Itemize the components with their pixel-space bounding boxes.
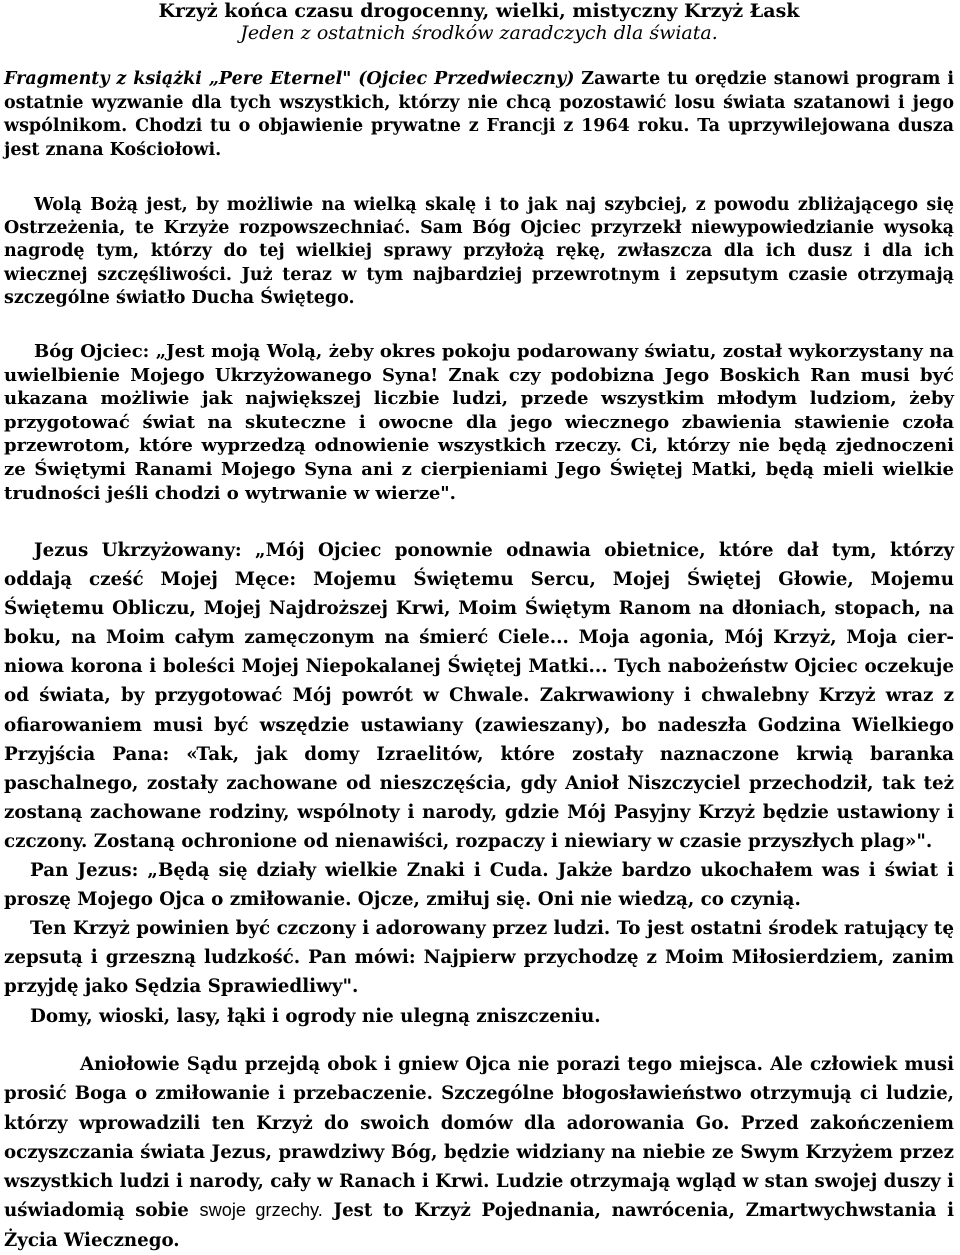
jesus-crucified-text: Jezus Ukrzyżowany: „Mój Ojciec ponownie odnawia obietnice, które dał tym, którzy oddają cześć Mojej Męce: Mojemu Świętemu Sercu, Mojej Świętej Głowie, Mojemu Świętemu Obliczu, Mojej Najdroższej Krwi, Moim Świętym Ranom na dłoniach, stopach, na boku, na Moim całym zamęczonym na śmierć Ciele... Moja agonia, Mój Krzyż, Moja cierniowa korona i boleści Mojej Niepokalanej Świętej Matki... Tych nabożeństw Ojciec oczekuje od świata, by przygotować Mój powrót w Chwale. Zakrwawiony i chwalebny Krzyż wraz z ofiarowaniem musi być wszędzie ustawiany (zawieszany), bo nadeszła Godzina Wielkiego Przyjścia Pana: «Tak, jak domy Izraelitów, które zostały naznaczone krwią baranka paschalnego, zostały zachowane od nieszczęścia, gdy Anioł Niszczyciel przechodził, tak też zostaną zachowane rodziny, wspólnoty i narody, gdzie Mój Pasyjny Krzyż będzie ustawiony i czczony. Zostaną ochronione od nienawiści, rozpaczy i niewiary w czasie przyszłych plag»".	[4, 540, 954, 852]
intro-paragraph	[4, 68, 954, 162]
document-page	[4, 0, 954, 1251]
paragraph-jesus-crucified	[4, 536, 954, 1031]
paragraph-will-of-god: Wolą Bożą jest, by możliwie na wielką skalę i to jak naj szybciej, z powodu zbliżającego się Ostrzeżenia, te Krzyże rozpowszechniać. Sam Bóg Ojciec przyrzekł niewypowiedzianie wysoką nagrodę tym, którzy do tej wielkiej sprawy przyłożą rękę, zwłaszcza dla ich dusz i dla ich wiecznej szczęśliwości. Już teraz w tym najbardziej przewrotnym i zepsutym czasie otrzymają szczególne światło Ducha Świętego.	[4, 195, 954, 308]
angels-text-before: Aniołowie Sądu przejdą obok i gniew Ojca nie porazi tego miejsca. Ale człowiek musi prosić Boga o zmiłowanie i przebaczenie. Szczególne błogosławieństwo otrzymują ci ludzie, którzy wprowadzili ten Krzyż do swoich domów dla adorowania Go. Przed zakończeniem oczyszczania świata Jezus, prawdziwy Bóg, będzie widziany na niebie ze Swym Krzyżem przez wszystkich ludzi i narody, cały w Ranach i Krwi. Ludzie otrzymają wgląd w stan swojej duszy i uświadomią sobie	[4, 1054, 954, 1222]
lord-jesus-text: Pan Jezus: „Będą się działy wielkie Znaki i Cuda. Jakże bardzo ukochałem was i świat i proszę Mojego Ojca o zmiłowanie. Ojcze, zmiłuj się. Oni nie wiedzą, co czynią.	[4, 860, 954, 911]
angels-text-thin: swoje grzechy.	[199, 1200, 323, 1221]
intro-source: Fragmenty z książki „Pere Eternel" (Ojciec Przedwieczny)	[4, 69, 575, 89]
cross-veneration-text: Ten Krzyż powinien być czczony i adorowany przez ludzi. To jest ostatni środek ratujący tę zepsutą i grzeszną ludzkość. Pan mówi: Najpierw przychodzę z Moim Miłosierdziem, zanim przyjdę jako Sędzia Sprawiedliwy".	[4, 918, 954, 998]
document-title: Krzyż końca czasu drogocenny, wielki, mistyczny Krzyż Łask	[158, 0, 800, 22]
intro-text: Zawarte tu orędzie stanowi program i ostatnie wyzwanie dla tych wszystkich, którzy nie chcą pozostawić losu świata szatanowi i jego wspólnikom. Chodzi tu o objawienie prywatne z Francji z 1964 roku. Ta uprzywilejowana dusza jest znana Kościołowi.	[4, 69, 954, 160]
houses-text: Domy, wioski, lasy, łąki i ogrody nie ulegną zniszczeniu.	[30, 1005, 601, 1027]
document-subtitle: Jeden z ostatnich środków zaradczych dla świata.	[240, 22, 718, 44]
paragraph-angels-of-judgment	[4, 1050, 954, 1255]
angels-text-after: Jest to Krzyż Pojednania, nawrócenia, Zmartwychwstania i Życia Wiecznego.	[4, 1200, 954, 1251]
paragraph-god-father: Bóg Ojciec: „Jest moją Wolą, żeby okres pokoju podarowany światu, został wykorzystany na uwielbienie Mojego Ukrzyżowanego Syna! Znak czy podobizna Jego Boskich Ran musi być ukazana możliwie jak największej liczbie ludzi, przede wszystkim młodym ludziom, żeby przygotować świat na skuteczne i owocne dla jego wiecznego zbawienia stawienie czoła przewrotom, które wyprzedzą odnowienie wszystkich rzeczy. Ci, którzy nie będą zjednoczeni ze Świętymi Ranami Mojego Syna ani z cierpieniami Jego Świętej Matki, będą mieli wielkie trudności jeśli chodzi o wytrwanie w wierze".	[4, 341, 954, 504]
